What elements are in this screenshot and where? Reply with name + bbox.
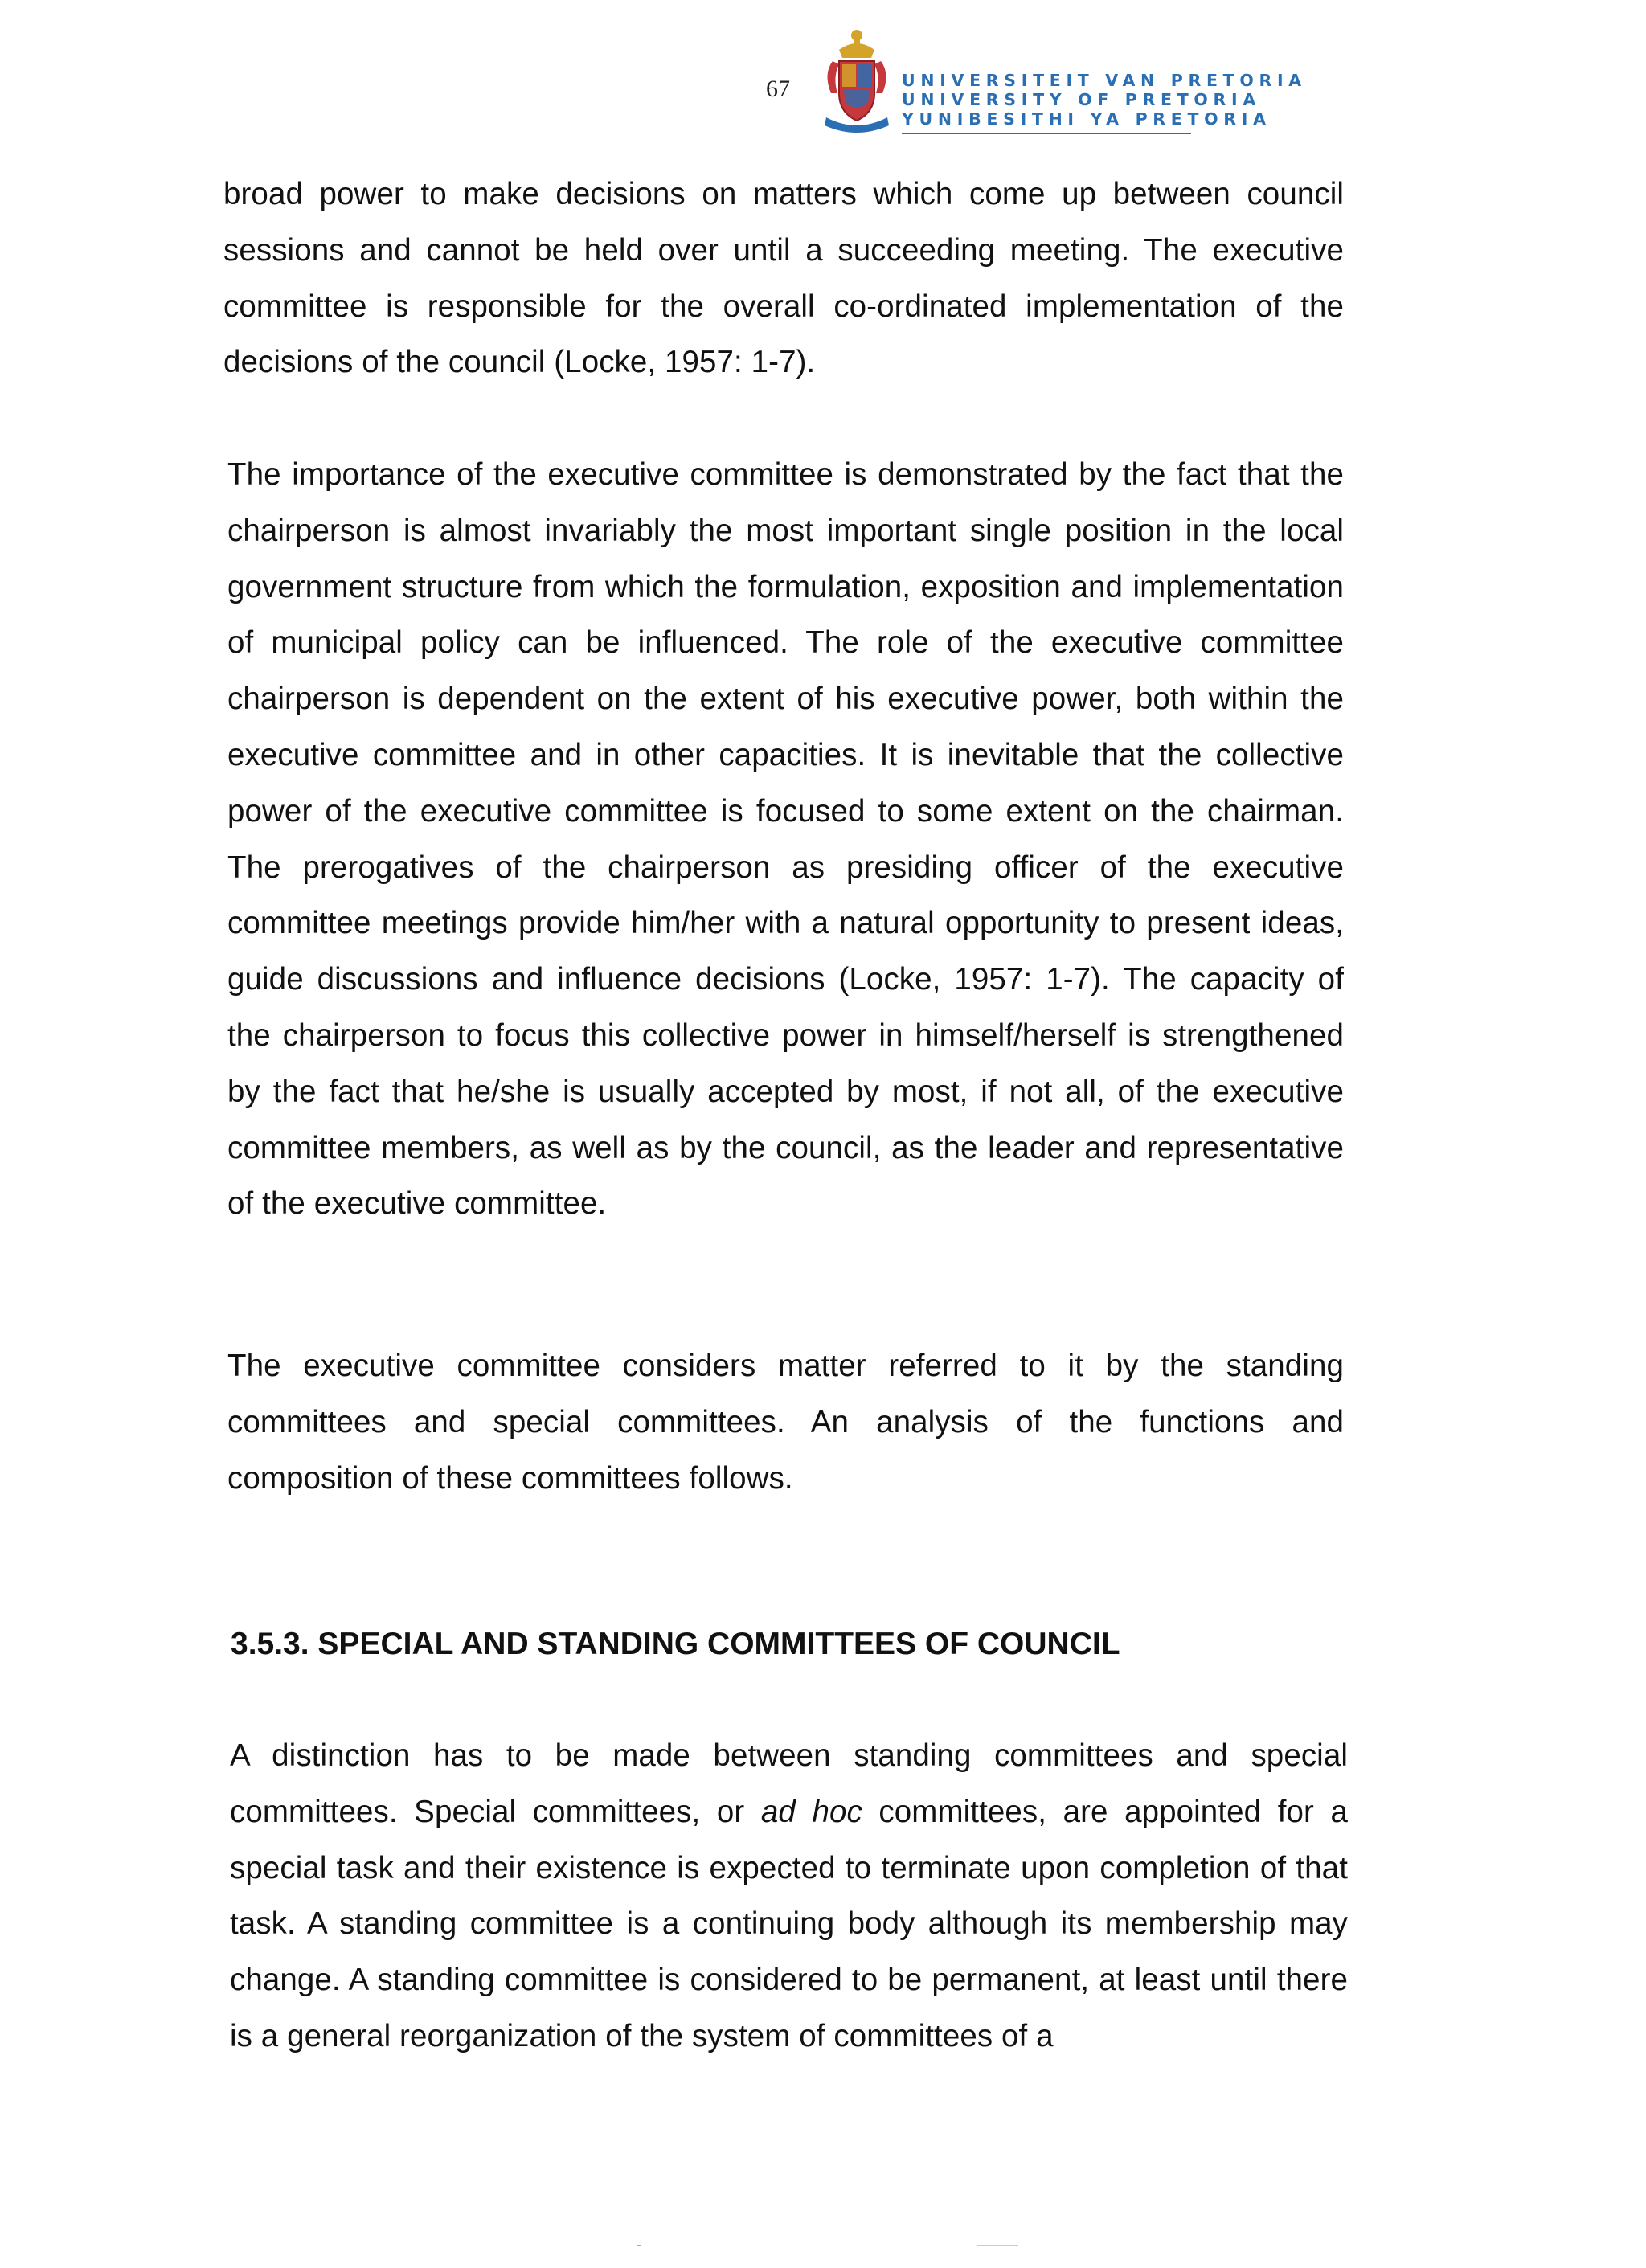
paragraph-3: The executive committee considers matter referred to it by the standing committees and special committees. An analysis of the functions and composition of these committees follows. xyxy=(227,1349,1344,1496)
paragraph-2: The importance of the executive committee is demonstrated by the fact that the chairperson is almost invariably the most important single position in the local government structure from which the formulation, exposition and implementation of municipal policy can be influenced. The role of the executive committee chairperson is dependent on the extent of his executive power, both within the executive committee and in other capacities. It is inevitable that the collective power of the executive committee is focused to some extent on the chairman. The prerogatives of the chairperson as presiding officer of the executive committee meetings provide him/her with a natural opportunity to present ideas, guide discussions and influence decisions (Locke, 1957: 1-7). The capacity of the chairperson to focus this collective power in himself/herself is strengthened by the fact that he/she is usually accepted by most, if not all, of the executive committee members, as well as by the council, as the leader and representative of the executive committee. xyxy=(227,457,1344,1222)
page-number: 67 xyxy=(766,76,790,102)
university-name xyxy=(902,71,1307,129)
header-rule xyxy=(902,133,1191,134)
scan-mark xyxy=(977,2245,1018,2246)
paragraph-4-italic: ad hoc xyxy=(760,1794,862,1829)
university-name-sepedi: YUNIBESITHI YA PRETORIA xyxy=(902,109,1271,129)
paragraph-4-text-start: A distinction has to be made between standing committees and special committees. Special committees, or xyxy=(230,1738,1348,1829)
scan-mark xyxy=(637,2245,641,2246)
university-name-english: UNIVERSITY OF PRETORIA xyxy=(902,90,1261,109)
paragraph-4 xyxy=(230,1728,1348,2065)
university-name-afrikaans: UNIVERSITEIT VAN PRETORIA xyxy=(902,71,1307,90)
section-heading: 3.5.3. SPECIAL AND STANDING COMMITTEES OF COUNCIL xyxy=(231,1627,1120,1661)
university-crest-icon xyxy=(815,26,899,137)
paragraph-4-text-end: committees, are appointed for a special task and their existence is expected to terminate upon completion of that task. A standing committee is a continuing body although its membership may change. A standing committee is considered to be permanent, at least until there is a general reorganization of the system of committees of a xyxy=(230,1794,1348,2053)
paragraph-1: broad power to make decisions on matters which come up between council sessions and cannot be held over until a succeeding meeting. The executive committee is responsible for the overall co-ordinated implementation of the decisions of the council (Locke, 1957: 1-7). xyxy=(223,177,1344,380)
